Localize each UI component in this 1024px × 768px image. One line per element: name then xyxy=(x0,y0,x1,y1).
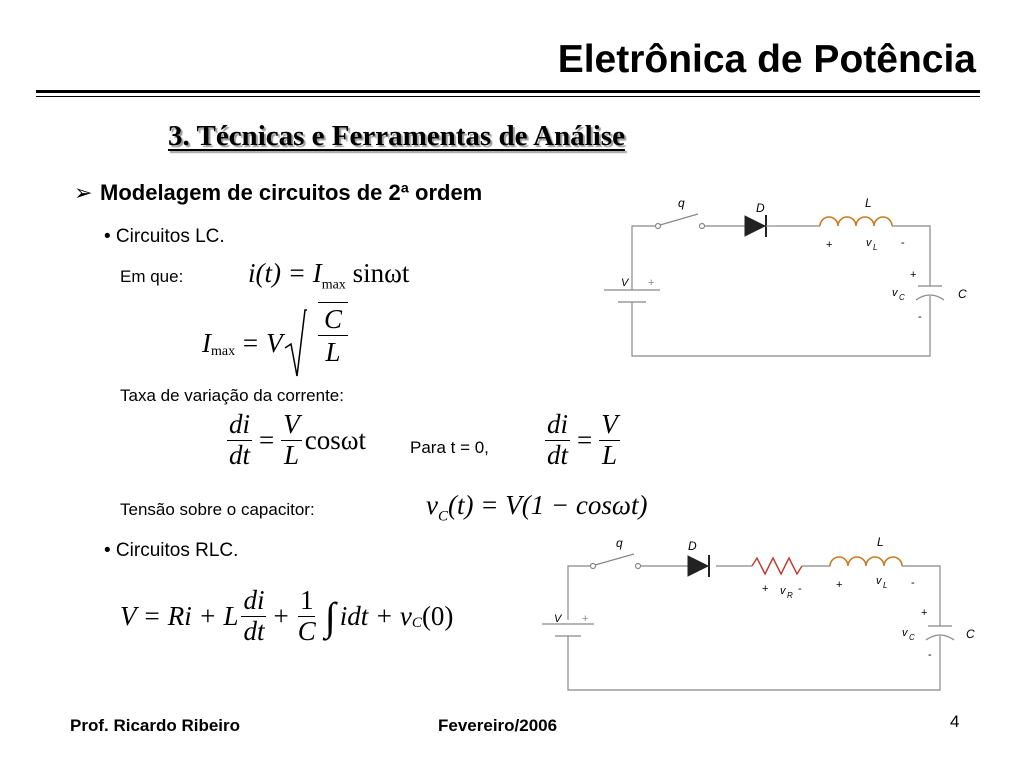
title-rule-thin xyxy=(36,96,980,97)
title-rule-thick xyxy=(36,90,980,93)
main-bullet-text: Modelagem de circuitos de 2ª ordem xyxy=(100,180,483,205)
equation-it: $i(t) = I_{max}$ sinωt xyxy=(248,258,410,293)
svg-text:L: L xyxy=(883,581,888,590)
rlc-circuit-diagram xyxy=(530,530,990,700)
svg-text:+: + xyxy=(762,583,769,595)
svg-text:+: + xyxy=(910,269,917,281)
equation-didt-t0: $\frac{di}{dt}$ = $\frac{V}{L}$ xyxy=(547,409,618,470)
svg-text:v: v xyxy=(892,287,898,299)
footer-author: Prof. Ricardo Ribeiro xyxy=(70,716,241,735)
svg-text:L: L xyxy=(873,243,878,252)
svg-text:v: v xyxy=(780,585,786,597)
sqrt-icon xyxy=(283,308,307,378)
em-que-label: Em que: xyxy=(120,267,184,286)
equation-didt: $\frac{di}{dt}$ = $\frac{V}{L}$ cosωt xyxy=(229,409,367,470)
svg-text:-: - xyxy=(798,583,802,595)
svg-text:R: R xyxy=(787,591,793,600)
page-number: 4 xyxy=(950,712,960,731)
svg-text:D: D xyxy=(688,539,697,553)
rlc-diode-icon xyxy=(688,555,709,577)
svg-text:V: V xyxy=(554,613,562,625)
svg-text:+: + xyxy=(921,607,928,619)
svg-text:-: - xyxy=(918,311,922,323)
svg-text:-: - xyxy=(901,237,905,249)
svg-text:q: q xyxy=(616,536,623,550)
svg-text:-: - xyxy=(911,577,915,589)
svg-text:v: v xyxy=(866,237,872,249)
svg-text:q: q xyxy=(678,196,685,210)
section-heading: 3. Técnicas e Ferramentas de Análise xyxy=(168,120,625,152)
svg-text:v: v xyxy=(902,627,908,639)
svg-text:+: + xyxy=(836,579,843,591)
rate-label: Taxa de variação da corrente: xyxy=(120,386,344,405)
svg-text:L: L xyxy=(877,535,884,549)
svg-text:V: V xyxy=(621,277,629,289)
main-bullet xyxy=(74,180,482,206)
lc-circuit-diagram xyxy=(590,190,980,370)
equation-vc: $v_C(t) = V(1 - \cos\omega t)$ xyxy=(426,490,648,525)
svg-text:v: v xyxy=(876,575,882,587)
svg-text:C: C xyxy=(958,287,967,301)
svg-text:C: C xyxy=(966,627,975,641)
svg-text:-: - xyxy=(928,649,932,661)
svg-text:D: D xyxy=(756,201,765,215)
svg-text:C: C xyxy=(899,293,905,302)
svg-text:+: + xyxy=(648,277,655,289)
svg-text:+: + xyxy=(826,239,833,251)
equation-imax: I $_{max}$ = V xyxy=(202,308,307,378)
arrow-bullet-icon: ➢ xyxy=(74,180,93,205)
footer-date: Fevereiro/2006 xyxy=(438,716,558,735)
svg-text:C: C xyxy=(909,633,915,642)
svg-text:+: + xyxy=(582,613,589,625)
equation-rlc: V = Ri + L $\frac{di}{dt}$ + $\frac{1}{C}$ ∫ idt + v $_C$ (0) xyxy=(120,585,454,646)
para-t-label: Para t = 0, xyxy=(410,438,489,457)
lc-diode-icon xyxy=(745,215,775,237)
cap-voltage-label: Tensão sobre o capacitor: xyxy=(120,500,315,519)
rlc-bullet: • Circuitos RLC. xyxy=(104,540,239,561)
imax-frac: C L xyxy=(318,302,348,368)
svg-text:L: L xyxy=(865,196,872,210)
slide-title: Eletrônica de Potência xyxy=(557,38,976,81)
lc-bullet: • Circuitos LC. xyxy=(104,226,225,247)
